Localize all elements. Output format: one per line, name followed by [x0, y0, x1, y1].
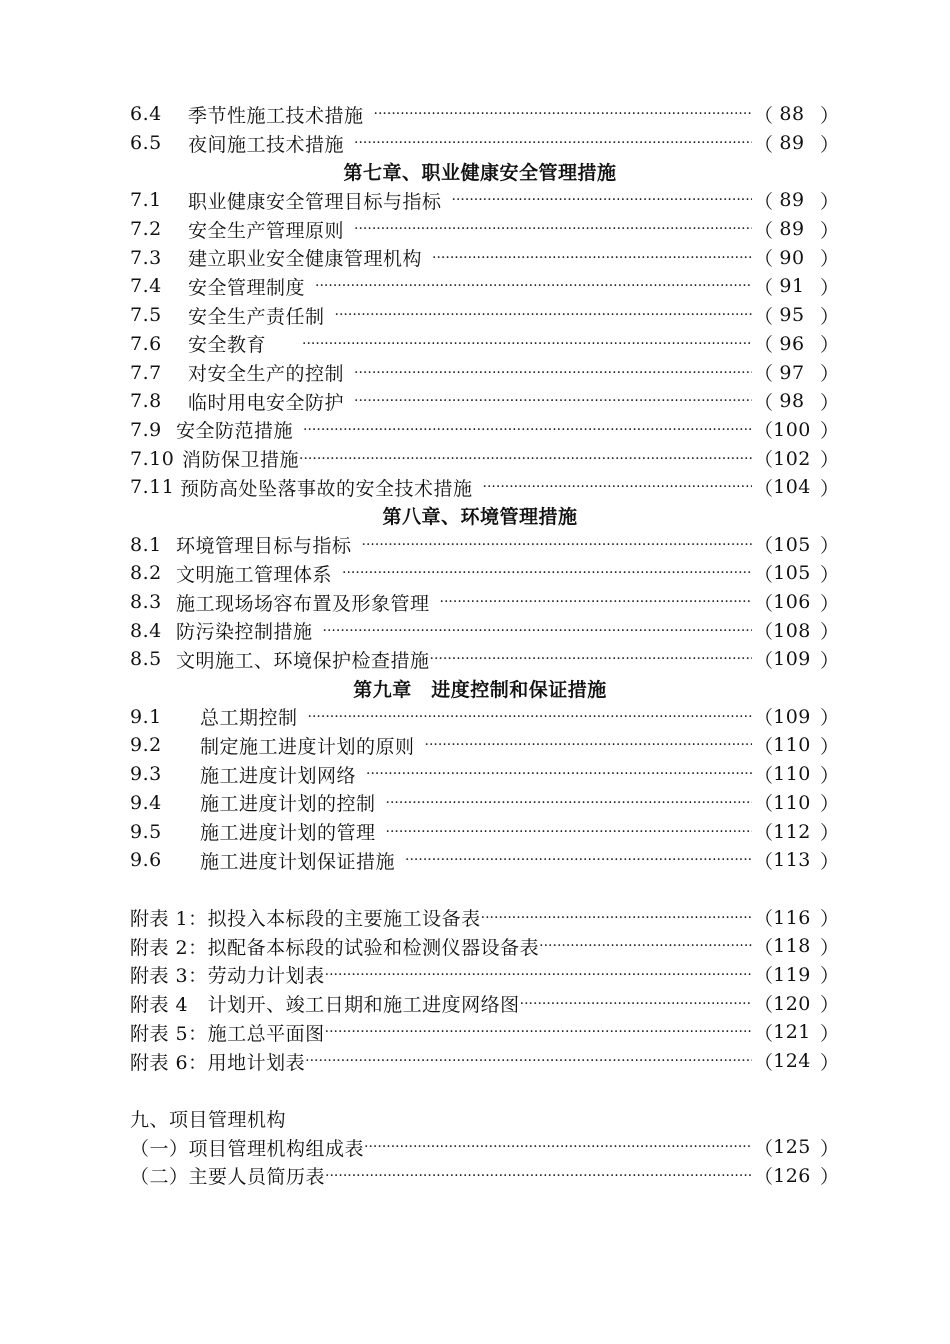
page-number: 104 — [773, 476, 811, 499]
toc-entry — [130, 100, 840, 129]
page-number: 89 — [779, 218, 805, 241]
dot-leader — [354, 393, 752, 409]
page-reference: （ 97 ） — [754, 361, 840, 386]
entry-title: 安全生产责任制 — [188, 305, 325, 328]
toc-entry — [130, 702, 840, 731]
toc-entry — [130, 1161, 840, 1190]
dot-leader — [440, 594, 752, 610]
dot-leader — [432, 250, 752, 266]
dot-leader — [354, 221, 752, 237]
entry-title: 制定施工进度计划的原则 — [200, 735, 415, 758]
toc-entry — [130, 731, 840, 760]
entry-number: 7.9 — [130, 418, 162, 441]
page-reference: （ 119 ） — [754, 963, 840, 988]
page-reference: （ 89 ） — [754, 132, 840, 156]
dot-leader — [386, 795, 752, 811]
page-number: 89 — [779, 132, 805, 155]
page-reference: （ 110 ） — [754, 791, 840, 816]
dot-leader — [299, 451, 752, 467]
appendix-entry — [130, 932, 840, 961]
entry-title: 施工现场场容布置及形象管理 — [176, 592, 430, 615]
page-reference: （ 98 ） — [754, 390, 840, 414]
page-reference: （ 110 ） — [754, 763, 840, 787]
dot-leader — [374, 106, 752, 122]
entry-title: 附表 6：用地计划表 — [130, 1051, 306, 1074]
entry-number: 6.4 — [130, 103, 162, 126]
toc-entry — [130, 330, 840, 359]
page-reference: （ 118 ） — [754, 935, 840, 959]
toc-entry — [130, 186, 840, 215]
dot-leader — [302, 336, 752, 352]
toc-entry — [130, 588, 840, 617]
page-number: 106 — [773, 591, 811, 614]
entry-title: 防污染控制措施 — [176, 621, 313, 644]
dot-leader — [362, 537, 752, 553]
toc-entry — [130, 444, 840, 473]
dot-leader — [323, 623, 752, 639]
toc-entry — [130, 616, 840, 645]
page-number: 100 — [773, 418, 811, 441]
dot-leader — [386, 824, 752, 840]
page-number: 90 — [779, 246, 805, 269]
entry-number: 7.7 — [130, 361, 162, 384]
entry-title: 附表 2：拟配备本标段的试验和检测仪器设备表 — [130, 936, 540, 959]
entry-title: 文明施工管理体系 — [176, 563, 333, 586]
page-number: 126 — [773, 1164, 811, 1187]
page-reference: （ 104 ） — [754, 476, 840, 500]
entry-number: 9.4 — [130, 791, 162, 814]
toc-entry — [130, 358, 840, 387]
page-number: 96 — [779, 332, 805, 355]
entry-title: 夜间施工技术措施 — [188, 133, 345, 156]
chapter-heading: 第七章、职业健康安全管理措施 — [343, 162, 617, 185]
toc-entry — [130, 272, 840, 301]
page-reference: （ 110 ） — [754, 734, 840, 758]
dot-leader — [364, 1139, 752, 1155]
dot-leader — [305, 1053, 752, 1069]
page-number: 113 — [773, 849, 811, 872]
entry-number: 8.4 — [130, 619, 162, 642]
entry-title: 附表 1：拟投入本标段的主要施工设备表 — [130, 908, 481, 931]
entry-title: 施工进度计划保证措施 — [200, 850, 396, 873]
entry-title: 附表 5：施工总平面图 — [130, 1022, 325, 1045]
page-reference: （ 109 ） — [754, 648, 840, 672]
entry-title: （一）项目管理机构组成表 — [130, 1137, 365, 1160]
page-number: 95 — [779, 304, 805, 327]
entry-title: 安全教育 — [188, 334, 267, 357]
entry-title: 环境管理目标与指标 — [176, 535, 352, 558]
page-number: 121 — [773, 1021, 811, 1044]
entry-title: 施工进度计划网络 — [200, 764, 357, 787]
page-number: 110 — [773, 791, 811, 814]
page-number: 89 — [779, 189, 805, 212]
entry-number: 7.4 — [130, 275, 162, 298]
entry-number: 8.1 — [130, 533, 162, 556]
page-reference: （ 125 ） — [754, 1136, 840, 1160]
dot-leader — [354, 365, 752, 381]
chapter-heading: 第八章、环境管理措施 — [382, 506, 578, 529]
spacer — [130, 875, 830, 904]
page-reference: （ 112 ） — [754, 820, 840, 845]
page-number: 105 — [773, 562, 811, 585]
toc-entry — [130, 846, 840, 875]
entry-number: 7.10 — [130, 447, 175, 470]
dot-leader — [430, 651, 752, 667]
toc-entry — [130, 215, 840, 244]
page-number: 91 — [779, 275, 805, 298]
page-reference: （ 91 ） — [754, 275, 840, 299]
page-reference: （ 96 ） — [754, 332, 840, 357]
page-reference: （ 100 ） — [754, 418, 840, 443]
page-number: 119 — [773, 963, 811, 986]
toc-entry — [130, 129, 840, 158]
page-reference: （ 90 ） — [754, 246, 840, 271]
chapter-heading: 第九章 进度控制和保证措施 — [353, 678, 607, 701]
page-number: 109 — [773, 648, 811, 671]
dot-leader — [405, 852, 752, 868]
page-number: 105 — [773, 533, 811, 556]
dot-leader — [520, 996, 752, 1012]
dot-leader — [452, 192, 752, 208]
part-heading: 九、项目管理机构 — [130, 1108, 287, 1131]
entry-number: 9.5 — [130, 820, 162, 843]
dot-leader — [325, 1168, 752, 1184]
entry-title: 文明施工、环境保护检查措施 — [176, 649, 430, 672]
entry-title: 附表 4 计划开、竣工日期和施工进度网络图 — [130, 994, 520, 1017]
entry-number: 9.6 — [130, 849, 162, 872]
entry-title: 施工进度计划的控制 — [200, 793, 376, 816]
toc-entry — [130, 1133, 840, 1162]
entry-number: 7.6 — [130, 332, 162, 355]
appendix-entry — [130, 903, 840, 932]
page-number: 97 — [779, 361, 805, 384]
page-reference: （ 105 ） — [754, 562, 840, 586]
page-reference: （ 126 ） — [754, 1164, 840, 1189]
entry-title: 职业健康安全管理目标与指标 — [188, 190, 442, 213]
toc-entry — [130, 473, 840, 502]
page-reference: （ 88 ） — [754, 103, 840, 127]
page-number: 120 — [773, 992, 811, 1015]
entry-title: 建立职业安全健康管理机构 — [188, 248, 423, 271]
page-number: 98 — [779, 390, 805, 413]
toc-entry — [130, 789, 840, 818]
entry-number: 9.3 — [130, 763, 162, 786]
table-of-contents — [130, 100, 840, 1190]
toc-entry — [130, 387, 840, 416]
entry-title: 临时用电安全防护 — [188, 391, 345, 414]
entry-number: 9.1 — [130, 705, 162, 728]
toc-entry — [130, 416, 840, 445]
dot-leader — [425, 737, 752, 753]
page-number: 102 — [773, 447, 811, 470]
page-reference: （ 116 ） — [754, 906, 840, 931]
dot-leader — [354, 135, 752, 151]
entry-title: 对安全生产的控制 — [188, 363, 345, 386]
toc-entry — [130, 301, 840, 330]
page-reference: （ 120 ） — [754, 992, 840, 1017]
entry-number: 7.1 — [130, 189, 162, 212]
entry-title: （二）主要人员简历表 — [130, 1166, 326, 1189]
page-number: 116 — [773, 906, 811, 929]
entry-number: 8.3 — [130, 591, 162, 614]
appendix-entry — [130, 1047, 840, 1076]
entry-number: 7.8 — [130, 390, 162, 413]
page-number: 125 — [773, 1136, 811, 1159]
entry-number: 7.2 — [130, 218, 162, 241]
page-number: 110 — [773, 734, 811, 757]
dot-leader — [335, 307, 752, 323]
entry-number: 7.3 — [130, 246, 162, 269]
toc-entry — [130, 760, 840, 789]
page-number: 108 — [773, 619, 811, 642]
entry-title: 安全管理制度 — [188, 276, 306, 299]
entry-title: 预防高处坠落事故的安全技术措施 — [180, 477, 473, 500]
entry-title: 安全生产管理原则 — [188, 219, 345, 242]
page-reference: （ 108 ） — [754, 619, 840, 644]
page-reference: （ 102 ） — [754, 447, 840, 472]
spacer — [130, 1075, 830, 1104]
appendix-entry — [130, 961, 840, 990]
entry-title: 总工期控制 — [200, 707, 298, 730]
entry-title: 季节性施工技术措施 — [188, 104, 364, 127]
page-reference: （ 124 ） — [754, 1050, 840, 1074]
dot-leader — [325, 967, 752, 983]
toc-entry — [130, 817, 840, 846]
dot-leader — [483, 479, 752, 495]
page-reference: （ 113 ） — [754, 849, 840, 873]
page-reference: （ 105 ） — [754, 533, 840, 558]
entry-title: 安全防范措施 — [176, 420, 294, 443]
page-number: 109 — [773, 705, 811, 728]
page-reference: （ 106 ） — [754, 591, 840, 615]
appendix-entry — [130, 989, 840, 1018]
entry-number: 9.2 — [130, 734, 162, 757]
page-reference: （ 121 ） — [754, 1021, 840, 1045]
toc-entry — [130, 243, 840, 272]
dot-leader — [539, 938, 752, 954]
entry-title: 消防保卫措施 — [182, 449, 300, 472]
page-reference: （ 89 ） — [754, 189, 840, 213]
dot-leader — [308, 709, 752, 725]
page-reference: （ 95 ） — [754, 304, 840, 328]
page-number: 112 — [773, 820, 811, 843]
dot-leader — [325, 1024, 752, 1040]
toc-entry — [130, 645, 840, 674]
entry-title: 附表 3：劳动力计划表 — [130, 965, 325, 988]
dot-leader — [315, 278, 752, 294]
toc-entry — [130, 559, 840, 588]
page-number: 88 — [779, 103, 805, 126]
entry-number: 8.5 — [130, 648, 162, 671]
page-reference: （ 109 ） — [754, 705, 840, 730]
entry-number: 8.2 — [130, 562, 162, 585]
entry-title: 施工进度计划的管理 — [200, 822, 376, 845]
page-number: 110 — [773, 763, 811, 786]
appendix-entry — [130, 1018, 840, 1047]
page-number: 118 — [773, 935, 811, 958]
dot-leader — [481, 910, 752, 926]
entry-number: 7.5 — [130, 304, 162, 327]
dot-leader — [303, 422, 752, 438]
entry-number: 6.5 — [130, 132, 162, 155]
page-reference: （ 89 ） — [754, 218, 840, 242]
page-number: 124 — [773, 1050, 811, 1073]
dot-leader — [366, 766, 752, 782]
entry-number: 7.11 — [130, 476, 175, 499]
dot-leader — [342, 565, 752, 581]
toc-entry — [130, 530, 840, 559]
